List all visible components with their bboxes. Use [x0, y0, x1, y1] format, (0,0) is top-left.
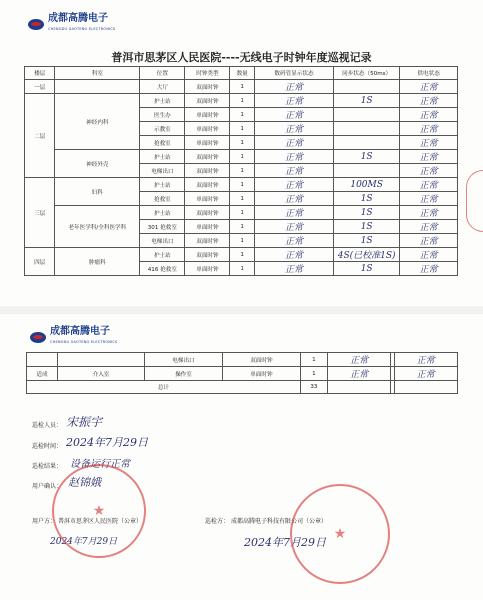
- cell-department: 老年医学科/全科医学科: [55, 206, 140, 248]
- cell-sync-status: 1S: [334, 94, 400, 108]
- cell-location: 护士站: [140, 94, 185, 108]
- vendor-party-value: 成都高腾电子科技有限公司（公章）: [230, 518, 327, 525]
- cell-clock-type: 双面时钟: [185, 178, 230, 192]
- cell-department: 肿瘤科: [55, 248, 140, 276]
- cell-sync-status: 4S(已校准1S): [334, 248, 400, 262]
- cell-total-label: 总计: [27, 381, 301, 394]
- cell-power-status: 正常: [400, 122, 458, 136]
- header-location: 位置: [140, 67, 185, 80]
- cell-location: 医生办: [140, 108, 185, 122]
- cell-quantity: 1: [230, 136, 255, 150]
- cell-clock-type: 单面时钟: [222, 367, 300, 381]
- cell-power-status: 正常: [400, 136, 458, 150]
- cell-department: 神经外壳: [55, 150, 140, 178]
- cell-department: [58, 353, 145, 367]
- cell-clock-type: 双面时钟: [185, 80, 230, 94]
- cell-quantity: 1: [300, 353, 327, 367]
- cell-quantity: 1: [230, 206, 255, 220]
- cell-floor: 二层: [25, 94, 55, 178]
- cell-sync-status: 1S: [334, 206, 400, 220]
- cell-location: 抢救室: [140, 192, 185, 206]
- table-row: [25, 150, 458, 164]
- cell-power-status: 正常: [400, 206, 458, 220]
- cell-location: 电梯出口: [145, 353, 223, 367]
- cell-clock-type: 单面时钟: [185, 220, 230, 234]
- cell-quantity: 1: [230, 234, 255, 248]
- cell-display-status: 正常: [254, 108, 333, 122]
- inspector-signature: 宋振宇: [66, 415, 103, 429]
- cell-clock-type: 双面时钟: [185, 150, 230, 164]
- cell-clock-type: 单面时钟: [185, 192, 230, 206]
- cell-quantity: 1: [230, 192, 255, 206]
- seal-star-icon: ★: [92, 503, 106, 519]
- cell-display-status: 正常: [327, 353, 390, 367]
- cell-power-status: 正常: [400, 80, 458, 94]
- table-row: [27, 381, 458, 394]
- cell-sync-status: [334, 108, 400, 122]
- inspection-time-label: 巡检时间：: [32, 443, 63, 450]
- user-party-label: 用户方：: [32, 518, 57, 525]
- cell-quantity: 1: [230, 108, 255, 122]
- company-name-en: CHENGDU GAOTENG ELECTRONICS: [48, 27, 116, 31]
- header-floor: 楼层: [25, 67, 55, 80]
- cell-floor: 适成: [27, 367, 58, 381]
- cell-department: 神经内科: [55, 94, 140, 150]
- cell-sync-status: [334, 80, 400, 94]
- cell-sync-status: 100MS: [334, 178, 400, 192]
- cell-display-status: 正常: [254, 94, 333, 108]
- cell-location: 护士站: [140, 150, 185, 164]
- cell-power-status: 正常: [400, 150, 458, 164]
- cell-quantity: 1: [230, 80, 255, 94]
- cell-power-status: 正常: [400, 248, 458, 262]
- cell-quantity: 1: [230, 248, 255, 262]
- inspection-result-value: 设备运行正常: [70, 459, 130, 470]
- cell-power-status: 正常: [394, 367, 457, 381]
- cell-quantity: 1: [230, 150, 255, 164]
- header-sync: 同步状态（50ms）: [334, 67, 400, 80]
- cell-department: [55, 80, 140, 94]
- cell-quantity: 1: [300, 367, 327, 381]
- cell-display-status: 正常: [327, 367, 390, 381]
- cell-location: 护士站: [140, 248, 185, 262]
- cell-display-status: 正常: [254, 192, 333, 206]
- cell-location: 示教室: [140, 122, 185, 136]
- cell-power-status: 正常: [400, 234, 458, 248]
- cell-power-status: 正常: [394, 353, 457, 367]
- hospital-seal-stamp: [52, 464, 146, 558]
- cell-sync-status: 1S: [334, 234, 400, 248]
- cell-clock-type: 双面时钟: [185, 248, 230, 262]
- cell-department: 介入室: [58, 367, 145, 381]
- inspection-result-label: 巡检结果：: [32, 463, 63, 470]
- cell-display-status: 正常: [254, 248, 333, 262]
- header-clock-type: 时钟类型: [185, 67, 230, 80]
- company-logo: [28, 14, 115, 34]
- cell-quantity: 1: [230, 164, 255, 178]
- cell-sync-status: [334, 164, 400, 178]
- header-qty: 数量: [230, 67, 255, 80]
- cell-location: 416 抢救室: [140, 262, 185, 276]
- inspection-time-value: 2024年7月29日: [66, 436, 148, 449]
- cell-power-status: 正常: [400, 178, 458, 192]
- cell-location: 大厅: [140, 80, 185, 94]
- cell-clock-type: 单面时钟: [185, 122, 230, 136]
- cell-display-status: 正常: [254, 80, 333, 94]
- user-confirm-label: 用户确认：: [32, 483, 63, 490]
- logo-mark-icon: [28, 19, 44, 30]
- header-power: 供电状态: [400, 67, 458, 80]
- cell-display-status: 正常: [254, 150, 333, 164]
- cell-clock-type: 双面时钟: [185, 164, 230, 178]
- cell-power-status: 正常: [400, 94, 458, 108]
- table-row: [25, 248, 458, 262]
- cell-clock-type: 单面时钟: [185, 136, 230, 150]
- cell-total-value: 33: [300, 381, 327, 394]
- cell-clock-type: 双面时钟: [185, 94, 230, 108]
- inspection-table: [24, 66, 458, 276]
- vendor-party-date: 2024年7月29日: [244, 536, 326, 549]
- cell-quantity: 1: [230, 122, 255, 136]
- cell-location: 抢救室: [140, 136, 185, 150]
- table-row: [25, 94, 458, 108]
- cell-power-status: 正常: [400, 262, 458, 276]
- cell-location: 301 抢救室: [140, 220, 185, 234]
- company-logo-2: [30, 327, 117, 347]
- cell-sync-status: 1S: [334, 220, 400, 234]
- cell-location: 护士站: [140, 178, 185, 192]
- header-display: 数码管显示状态: [254, 67, 333, 80]
- cell-location: 电梯出口: [140, 164, 185, 178]
- page-two: [0, 314, 483, 600]
- cell-quantity: 1: [230, 178, 255, 192]
- edge-seal-stamp: [466, 170, 483, 232]
- cell-location: 护士站: [140, 206, 185, 220]
- logo-mark-icon: [30, 332, 46, 343]
- table-row: [25, 178, 458, 192]
- cell-floor: [27, 353, 58, 367]
- cell-sync-status: [334, 122, 400, 136]
- table-row: [27, 353, 458, 367]
- cell-floor: 四层: [25, 248, 55, 276]
- cell-power-status: 正常: [400, 164, 458, 178]
- cell-empty: [394, 381, 457, 394]
- document-title: 普洱市思茅区人民医院----无线电子时钟年度巡视记录: [111, 51, 372, 64]
- user-party-date: 2024年7月29日: [50, 537, 118, 547]
- table-row: [27, 367, 458, 381]
- table-header-row: [25, 67, 458, 80]
- cell-display-status: 正常: [254, 136, 333, 150]
- cell-sync-status: [334, 136, 400, 150]
- cell-sync-status: 1S: [334, 262, 400, 276]
- cell-display-status: 正常: [254, 234, 333, 248]
- cell-display-status: 正常: [254, 164, 333, 178]
- user-confirm-signature: 赵锦娥: [68, 476, 101, 489]
- company-name-en: CHENGDU GAOTENG ELECTRONICS: [50, 340, 118, 344]
- cell-clock-type: 单面时钟: [185, 108, 230, 122]
- cell-display-status: 正常: [254, 178, 333, 192]
- cell-clock-type: 双面时钟: [185, 234, 230, 248]
- cell-empty: [327, 381, 390, 394]
- inspection-table-continued: [26, 352, 458, 394]
- company-name: 成都高腾电子: [50, 326, 110, 337]
- table-row: [25, 80, 458, 94]
- company-seal-stamp: [290, 484, 390, 584]
- cell-location: 电梯出口: [140, 234, 185, 248]
- cell-location: 操作室: [145, 367, 223, 381]
- cell-clock-type: 单面时钟: [185, 262, 230, 276]
- cell-clock-type: 双面时钟: [185, 206, 230, 220]
- cell-display-status: 正常: [254, 220, 333, 234]
- header-dept: 科室: [55, 67, 140, 80]
- cell-power-status: 正常: [400, 108, 458, 122]
- cell-display-status: 正常: [254, 122, 333, 136]
- company-name: 成都高腾电子: [48, 13, 108, 24]
- cell-display-status: 正常: [254, 262, 333, 276]
- cell-quantity: 1: [230, 262, 255, 276]
- cell-department: 妇科: [55, 178, 140, 206]
- inspector-label: 巡检人员：: [32, 422, 63, 429]
- cell-quantity: 1: [230, 220, 255, 234]
- seal-star-icon: ★: [333, 526, 347, 542]
- cell-display-status: 正常: [254, 206, 333, 220]
- table-row: [25, 206, 458, 220]
- cell-sync-status: 1S: [334, 150, 400, 164]
- cell-clock-type: 双面时钟: [222, 353, 300, 367]
- cell-floor: 一层: [25, 80, 55, 94]
- cell-sync-status: 1S: [334, 192, 400, 206]
- vendor-party-label: 巡检方：: [205, 518, 230, 525]
- cell-power-status: 正常: [400, 220, 458, 234]
- cell-power-status: 正常: [400, 192, 458, 206]
- user-party-value: 普洱市思茅区人民医院（公章）: [57, 518, 142, 525]
- cell-floor: 三层: [25, 178, 55, 248]
- cell-quantity: 1: [230, 94, 255, 108]
